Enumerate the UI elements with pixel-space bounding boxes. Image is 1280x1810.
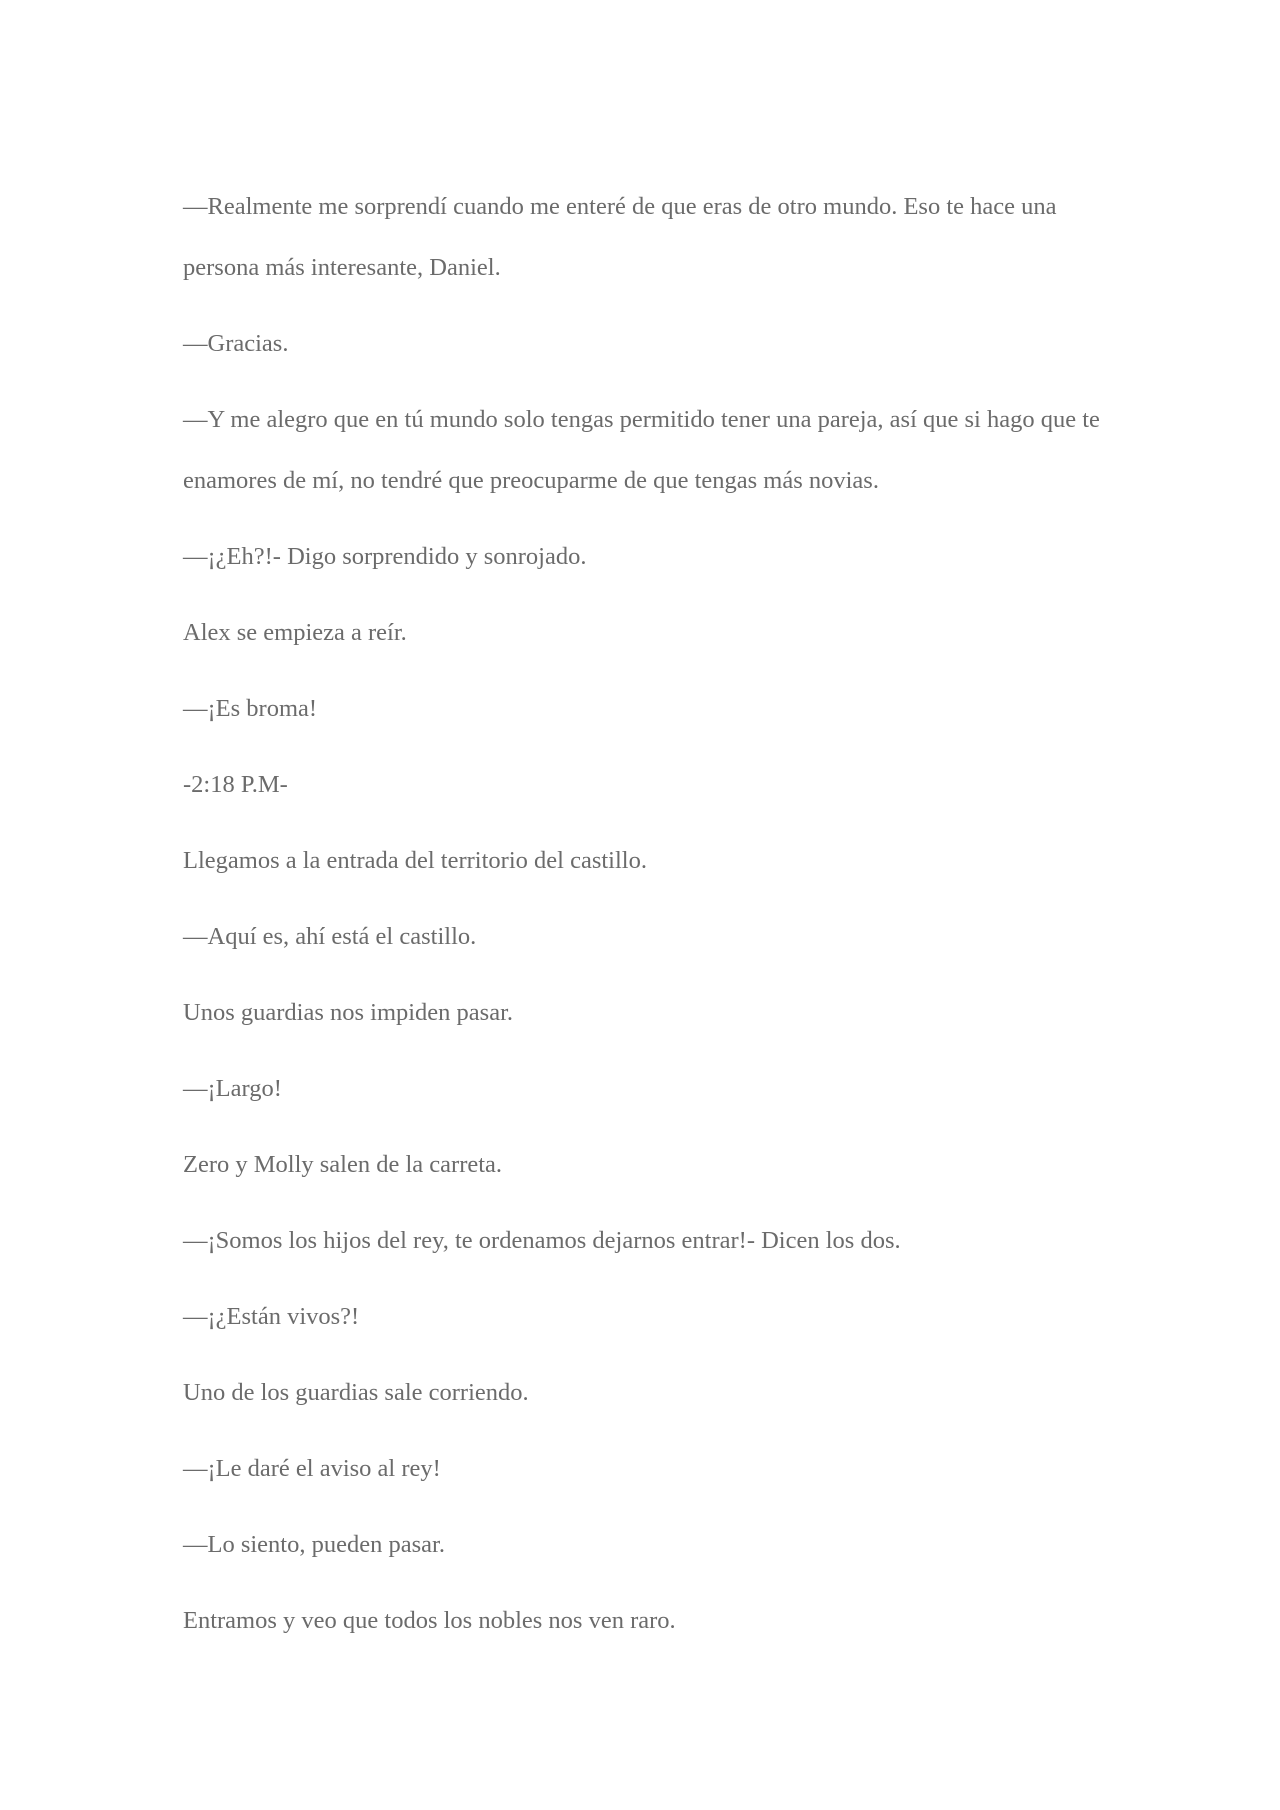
paragraph: —Realmente me sorprendí cuando me enteré de que eras de otro mundo. Eso te hace una persona más interesante, Daniel. xyxy=(183,193,1057,281)
paragraph: —Lo siento, pueden pasar. xyxy=(183,1531,445,1558)
time-marker: -2:18 P.M- xyxy=(183,771,288,798)
paragraph: Entramos y veo que todos los nobles nos ven raro. xyxy=(183,1607,676,1634)
paragraph: —¡¿Eh?!- Digo sorprendido y sonrojado. xyxy=(183,543,587,570)
paragraph: —Aquí es, ahí está el castillo. xyxy=(183,923,477,950)
paragraph: —Gracias. xyxy=(183,330,289,357)
paragraph: —¡Somos los hijos del rey, te ordenamos dejarnos entrar!- Dicen los dos. xyxy=(183,1227,901,1254)
paragraph: —¡Largo! xyxy=(183,1075,282,1102)
paragraph: —¡Le daré el aviso al rey! xyxy=(183,1455,441,1482)
paragraph: Zero y Molly salen de la carreta. xyxy=(183,1151,503,1178)
paragraph: —¡Es broma! xyxy=(183,695,318,722)
document-body xyxy=(183,176,1103,1651)
paragraph: —¡¿Están vivos?! xyxy=(183,1303,360,1330)
paragraph: Uno de los guardias sale corriendo. xyxy=(183,1379,529,1406)
paragraph: Llegamos a la entrada del territorio del castillo. xyxy=(183,847,647,874)
paragraph: —Y me alegro que en tú mundo solo tengas permitido tener una pareja, así que si hago que te enamores de mí, no tendré que preocuparme de que tengas más novias. xyxy=(183,406,1100,494)
paragraph: Alex se empieza a reír. xyxy=(183,619,407,646)
paragraph: Unos guardias nos impiden pasar. xyxy=(183,999,514,1026)
